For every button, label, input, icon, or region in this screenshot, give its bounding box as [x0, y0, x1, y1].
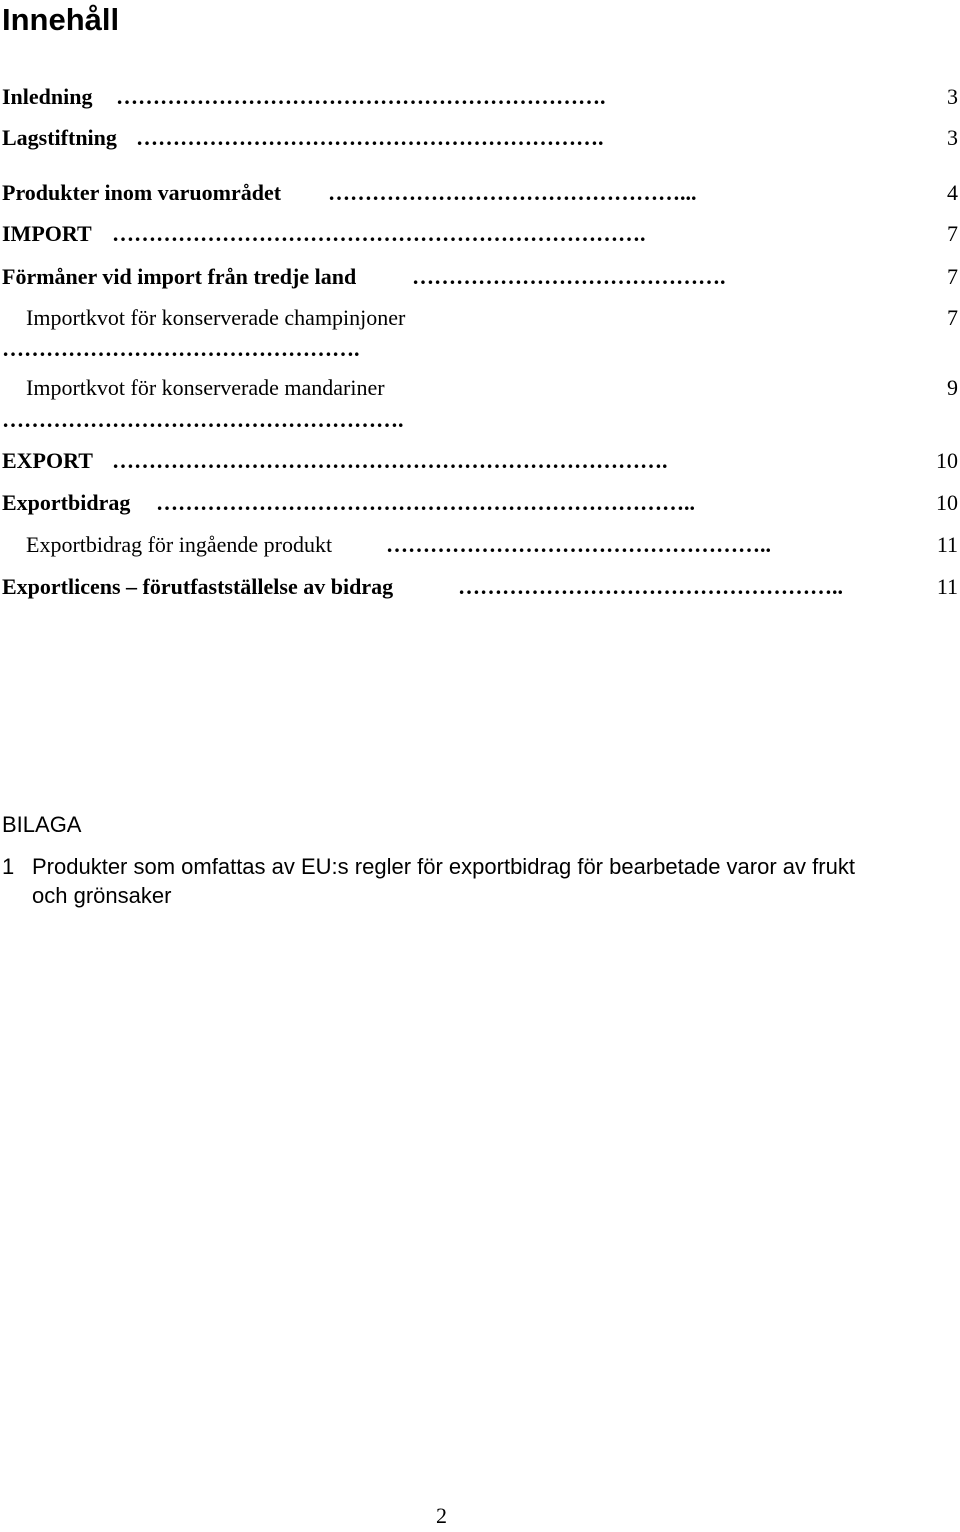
toc-entry-title: Exportbidrag för ingående produkt — [26, 532, 333, 557]
toc-entry-title: Exportlicens – förutfastställelse av bidrag — [2, 574, 394, 599]
toc-leader-dots: …………………………………………... — [328, 180, 697, 205]
toc-page-number: 11 — [936, 532, 958, 557]
toc-leader-dots: ………………………………………………………………. — [112, 221, 646, 246]
toc-page-number: 3 — [947, 125, 958, 150]
toc-leader-dots: …………………………………………….. — [458, 574, 843, 599]
toc-leader-dots: ………………………………………………. — [2, 407, 404, 432]
toc-page-number: 4 — [947, 180, 958, 205]
toc-entry-ingaende-produkt[interactable] — [2, 529, 958, 561]
toc-entry-export[interactable] — [2, 445, 958, 477]
toc-page-number: 10 — [936, 448, 958, 473]
toc-leader-dots: ……………………………………………………………….. — [156, 490, 695, 515]
toc-entry-title: Lagstiftning — [2, 125, 117, 150]
toc-entry-import[interactable] — [2, 218, 958, 250]
toc-entry-formaner[interactable] — [2, 261, 958, 293]
toc-entry-mandariner[interactable] — [2, 372, 958, 404]
toc-entry-exportlicens[interactable] — [2, 571, 958, 603]
toc-page-number: 10 — [936, 490, 958, 515]
appendix-item-text: Produkter som omfattas av EU:s regler för exportbidrag för bearbetade varor av frukt och grönsaker — [32, 854, 855, 908]
toc-entry-exportbidrag[interactable] — [2, 487, 958, 519]
toc-entry-produkter[interactable] — [2, 177, 958, 209]
toc-entry-title: Exportbidrag — [2, 490, 131, 515]
toc-leader-dots: ……………………………………. — [412, 264, 726, 289]
toc-entry-title: Importkvot för konserverade mandariner — [26, 375, 385, 400]
page-number: 2 — [436, 1503, 447, 1528]
toc-entry-title: EXPORT — [2, 448, 93, 473]
toc-entry-title: Produkter inom varuområdet — [2, 180, 282, 205]
toc-leader-dots: …………………………………………………………. — [116, 84, 606, 109]
toc-page-number: 11 — [936, 574, 958, 599]
toc-leader-dots: ………………………………………………………. — [136, 125, 604, 150]
toc-page-number: 3 — [947, 84, 958, 109]
toc-leader-dots: …………………………………………………………………. — [112, 448, 668, 473]
toc-leader-dots: …………………………………………….. — [386, 532, 771, 557]
appendix-heading: BILAGA — [2, 812, 82, 837]
appendix-item-number: 1 — [2, 854, 15, 879]
toc-leader-dots: …………………………………………. — [2, 336, 360, 361]
toc-entry-title: IMPORT — [2, 221, 92, 246]
toc-page-number: 7 — [947, 305, 958, 330]
toc-entry-title: Importkvot för konserverade champinjoner — [26, 305, 406, 330]
page-title: Innehåll — [2, 2, 120, 37]
toc-page-number: 9 — [947, 375, 958, 400]
toc-entry-inledning[interactable] — [2, 81, 958, 113]
toc-entry-title: Inledning — [2, 84, 93, 109]
toc-entry-champinjoner[interactable] — [2, 302, 958, 334]
toc-page-number: 7 — [947, 221, 958, 246]
toc-entry-title: Förmåner vid import från tredje land — [2, 264, 357, 289]
toc-page-number: 7 — [947, 264, 958, 289]
toc-entry-lagstiftning[interactable] — [2, 122, 958, 154]
